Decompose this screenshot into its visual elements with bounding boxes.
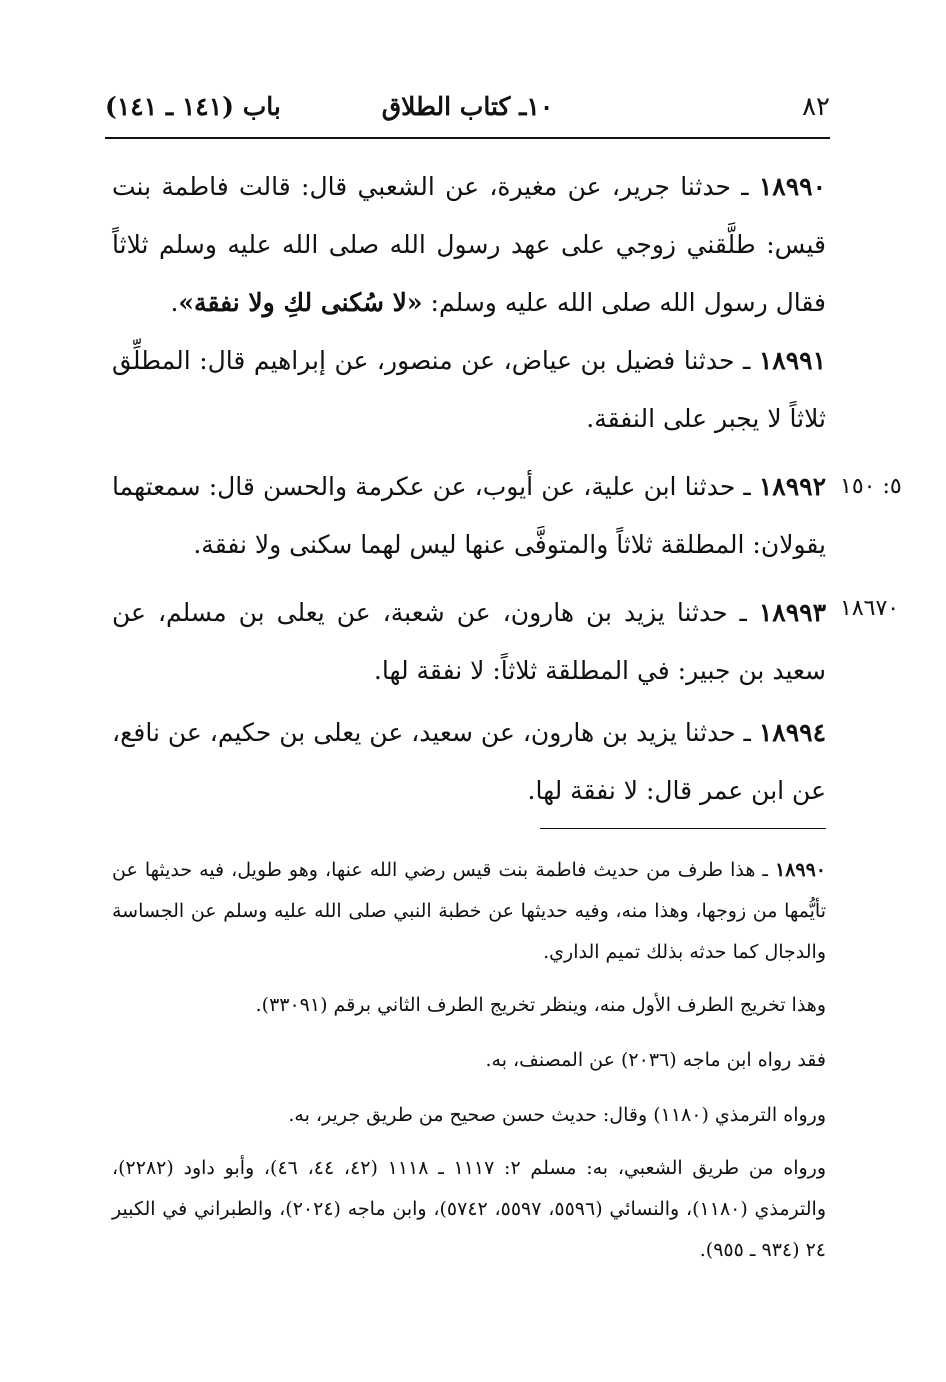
- hadith-18990: [112, 158, 826, 332]
- page-header: [105, 88, 830, 132]
- hadith-end: .: [170, 288, 179, 317]
- hadith-text: ـ حدثنا فضيل بن عياض، عن منصور، عن إبراهيم قال: المطلِّق ثلاثاً لا يجبر على النفقة.: [112, 346, 826, 433]
- hadith-18993: [112, 584, 826, 700]
- footnote-paragraph: ورواه الترمذي (١١٨٠) وقال: حديث حسن صحيح من طريق جرير، به.: [288, 1104, 826, 1126]
- header-divider: [105, 137, 830, 139]
- margin-reference: ٥: ١٥٠: [840, 474, 902, 499]
- hadith-18994: [112, 704, 826, 820]
- hadith-number: ١٨٩٩٣: [758, 598, 826, 627]
- footnote-paragraph: وهذا تخريج الطرف الأول منه، وينظر تخريج الطرف الثاني برقم (٣٣٠٩١).: [255, 994, 826, 1016]
- hadith-18992: [112, 458, 826, 574]
- footnote-text: ـ هذا طرف من حديث فاطمة بنت قيس رضي الله عنها، وهو طويل، فيه حديثها عن تأيُّمها من زوجها، وهذا منه، وفيه حديثها عن خطبة النبي صلى الله عليه وسلم عن الجساسة والدجال كما حدثه بذلك تميم الداري.: [112, 859, 826, 963]
- footnote-number: ١٨٩٩٠: [774, 859, 826, 881]
- footnote-divider: [540, 828, 826, 829]
- hadith-number: ١٨٩٩٢: [758, 472, 826, 501]
- hadith-text: ـ حدثنا جرير، عن مغيرة، عن الشعبي قال: قالت فاطمة بنت قيس: طلَّقني زوجي على عهد رسول الله صلى الله عليه وسلم ثلاثاً فقال رسول الله صلى الله عليه وسلم:: [112, 172, 826, 317]
- page-number: ٨٢: [802, 92, 830, 122]
- hadith-18991: [112, 332, 826, 448]
- hadith-text: ـ حدثنا يزيد بن هارون، عن سعيد، عن يعلى بن حكيم، عن نافع، عن ابن عمر قال: لا نفقة لها.: [112, 718, 826, 805]
- book-title: ١٠ـ كتاب الطلاق: [381, 92, 554, 121]
- footnote-paragraph: فقد رواه ابن ماجه (٢٠٣٦) عن المصنف، به.: [485, 1049, 826, 1071]
- margin-reference: ١٨٦٧٠: [840, 596, 900, 621]
- hadith-text: ـ حدثنا ابن علية، عن أيوب، عن عكرمة والحسن قال: سمعتهما يقولان: المطلقة ثلاثاً والمتوفَّى عنها ليس لهما سكنى ولا نفقة.: [112, 472, 826, 559]
- footnote-paragraph: [112, 850, 826, 973]
- chapter-title: باب (١٤١ ـ ١٤١): [105, 92, 281, 121]
- hadith-number: ١٨٩٩٠: [758, 172, 826, 201]
- footnote-paragraph: ورواه من طريق الشعبي، به: مسلم ٢: ١١١٧ ـ ١١١٨ (٤٢، ٤٤، ٤٦)، وأبو داود (٢٢٨٢)، والترمذي (١١٨٠)، والنسائي (٥٥٩٦، ٥٥٩٧، ٥٧٤٢)، وابن ماجه (٢٠٢٤)، والطبراني في الكبير ٢٤ (٩٣٤ ـ ٩٥٥).: [112, 1157, 827, 1261]
- hadith-number: ١٨٩٩٤: [758, 718, 826, 747]
- hadith-quote: «لا سُكنى لكِ ولا نفقة»: [178, 288, 423, 317]
- hadith-text: ـ حدثنا يزيد بن هارون، عن شعبة، عن يعلى بن مسلم، عن سعيد بن جبير: في المطلقة ثلاثاً: لا نفقة لها.: [112, 598, 826, 685]
- hadith-number: ١٨٩٩١: [758, 346, 826, 375]
